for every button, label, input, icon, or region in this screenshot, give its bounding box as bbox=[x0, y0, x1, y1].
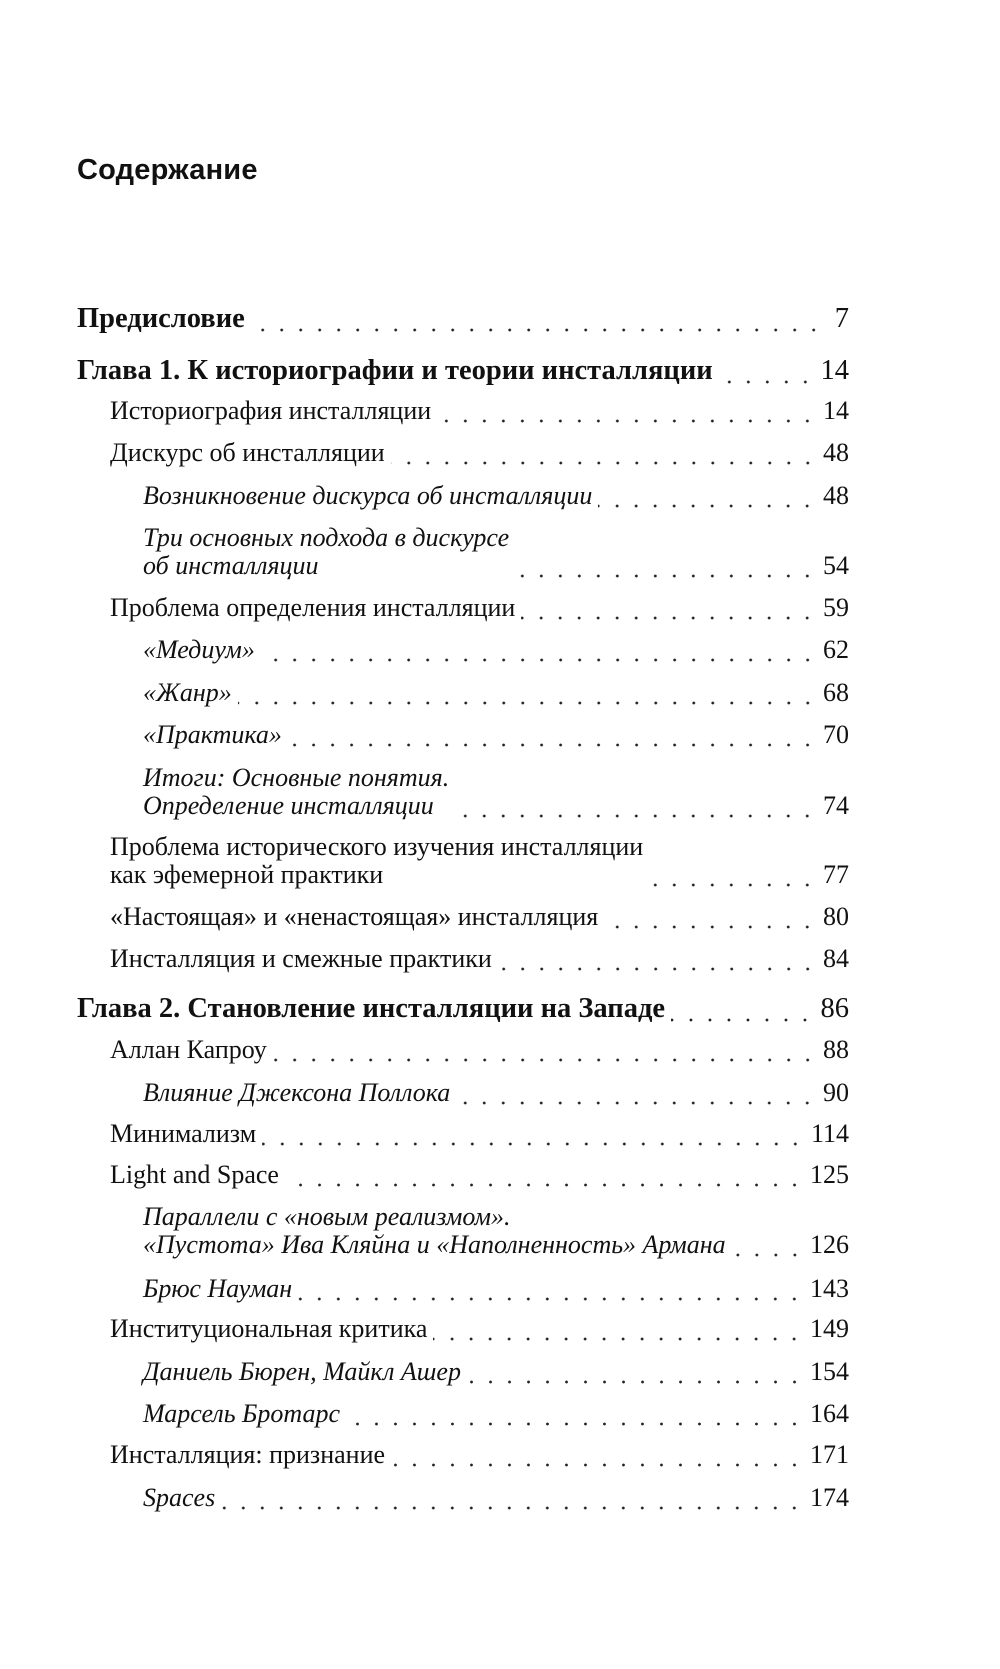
toc-entry-page: 54 bbox=[823, 551, 849, 580]
toc-entry-page: 84 bbox=[823, 944, 849, 973]
dot-leader bbox=[521, 594, 817, 622]
toc-entry-title: Инсталляция: признание bbox=[110, 1440, 386, 1469]
toc-entry-title: «Практика» bbox=[143, 720, 282, 749]
toc-entry-title: Предисловие bbox=[77, 303, 245, 334]
dot-leader bbox=[298, 1275, 804, 1303]
toc-entry-title: Глава 1. К историографии и теории инсталляции bbox=[77, 355, 713, 386]
dot-leader bbox=[433, 1315, 804, 1343]
toc-entry-page: 125 bbox=[810, 1160, 849, 1189]
dot-leader bbox=[437, 397, 817, 425]
dot-leader bbox=[221, 1484, 804, 1512]
toc-entry-title: Инсталляция и смежные практики bbox=[110, 944, 492, 973]
toc-entry-page: 59 bbox=[823, 593, 849, 622]
toc-entry-title: Дискурс об инсталляции bbox=[110, 438, 385, 467]
toc-entry-title: Аллан Капроу bbox=[110, 1035, 267, 1064]
dot-leader bbox=[598, 482, 817, 510]
toc-entry-title: Марсель Бротарс bbox=[143, 1399, 341, 1428]
toc-entry-page: 174 bbox=[810, 1483, 849, 1512]
toc-entry bbox=[110, 1441, 849, 1469]
dot-leader bbox=[455, 792, 817, 820]
dot-leader bbox=[719, 358, 815, 386]
toc-entry bbox=[143, 1358, 849, 1386]
toc-entry-title: Итоги: Основные понятия. Определение инсталляции bbox=[143, 763, 450, 820]
toc-entry-page: 7 bbox=[834, 303, 849, 334]
toc-entry-title: Проблема определения инсталляции bbox=[110, 593, 516, 622]
toc-entry bbox=[110, 833, 849, 889]
toc-entry-page: 74 bbox=[823, 791, 849, 820]
dot-leader bbox=[604, 903, 817, 931]
toc-entry-page: 114 bbox=[810, 1119, 849, 1148]
toc-entry-title: Влияние Джексона Поллока bbox=[143, 1078, 451, 1107]
toc-entry bbox=[143, 721, 849, 749]
toc-entry bbox=[143, 1400, 849, 1428]
dot-leader bbox=[498, 945, 817, 973]
toc-entry-page: 68 bbox=[823, 678, 849, 707]
toc-entry bbox=[110, 1120, 849, 1148]
dot-leader bbox=[671, 996, 814, 1024]
toc-entry bbox=[77, 304, 849, 334]
toc-entry-page: 48 bbox=[823, 438, 849, 467]
toc-entry bbox=[110, 439, 849, 467]
toc-entry-page: 70 bbox=[823, 720, 849, 749]
toc-entry bbox=[110, 594, 849, 622]
toc-entry-page: 90 bbox=[823, 1078, 849, 1107]
toc-entry-page: 86 bbox=[820, 993, 849, 1024]
toc-entry bbox=[77, 356, 849, 386]
dot-leader bbox=[649, 861, 817, 889]
toc-entry-title: «Жанр» bbox=[143, 678, 232, 707]
dot-leader bbox=[391, 439, 817, 467]
toc-entry bbox=[110, 1036, 849, 1064]
toc-entry-title: Глава 2. Становление инсталляции на Западе bbox=[77, 993, 666, 1024]
toc-entry bbox=[143, 482, 849, 510]
dot-leader bbox=[273, 1036, 817, 1064]
toc-entry-page: 48 bbox=[823, 481, 849, 510]
toc-entry-page: 77 bbox=[823, 860, 849, 889]
toc-entry-page: 80 bbox=[823, 902, 849, 931]
dot-leader bbox=[467, 1358, 804, 1386]
toc-entry-page: 14 bbox=[823, 396, 849, 425]
toc-entry-title: Три основных подхода в дискурсе об инсталляции bbox=[143, 523, 510, 580]
page-title: Содержание bbox=[77, 154, 258, 186]
toc-entry-page: 126 bbox=[810, 1230, 849, 1259]
toc-entry-page: 88 bbox=[823, 1035, 849, 1064]
toc-entry bbox=[110, 397, 849, 425]
toc-entry bbox=[143, 1275, 849, 1303]
dot-leader bbox=[285, 1161, 804, 1189]
toc-entry bbox=[143, 1484, 849, 1512]
toc-entry bbox=[143, 1079, 849, 1107]
toc-entry-page: 14 bbox=[820, 355, 849, 386]
toc-entry-page: 149 bbox=[810, 1314, 849, 1343]
dot-leader bbox=[288, 721, 817, 749]
toc-entry-title: Проблема исторического изучения инсталляции как эфемерной практики bbox=[110, 832, 644, 889]
dot-leader bbox=[238, 679, 817, 707]
toc-entry-page: 171 bbox=[810, 1440, 849, 1469]
toc-entry-page: 154 bbox=[810, 1357, 849, 1386]
toc-entry bbox=[143, 636, 849, 664]
toc-entry-title: Институциональная критика bbox=[110, 1314, 428, 1343]
toc-entry-title: Историография инсталляции bbox=[110, 396, 432, 425]
toc-entry bbox=[110, 903, 849, 931]
toc-entry-title: Возникновение дискурса об инсталляции bbox=[143, 481, 593, 510]
toc-entry-title: Брюс Науман bbox=[143, 1274, 293, 1303]
dot-leader bbox=[732, 1231, 804, 1259]
dot-leader bbox=[262, 1120, 805, 1148]
toc-entry-title: Light and Space bbox=[110, 1160, 279, 1189]
toc-entry-page: 62 bbox=[823, 635, 849, 664]
toc-entry-title: Даниель Бюрен, Майкл Ашер bbox=[143, 1357, 461, 1386]
toc-entry bbox=[143, 1203, 849, 1259]
toc-entry-title: Spaces bbox=[143, 1483, 216, 1512]
toc-entry-title: Минимализм bbox=[110, 1119, 257, 1148]
toc-entry-title: «Настоящая» и «ненастоящая» инсталляция bbox=[110, 902, 599, 931]
dot-leader bbox=[515, 552, 817, 580]
dot-leader bbox=[391, 1441, 804, 1469]
toc-entry bbox=[110, 1315, 849, 1343]
toc-entry-title: Параллели с «новым реализмом». «Пустота» Ива Кляйна и «Наполненность» Армана bbox=[143, 1202, 726, 1259]
toc-entry-page: 143 bbox=[810, 1274, 849, 1303]
dot-leader bbox=[346, 1400, 804, 1428]
toc-entry bbox=[143, 679, 849, 707]
dot-leader bbox=[251, 306, 823, 334]
toc-entry-title: «Медиум» bbox=[143, 635, 255, 664]
toc-entry bbox=[143, 524, 849, 580]
toc-entry bbox=[143, 764, 849, 820]
toc-entry-page: 164 bbox=[810, 1399, 849, 1428]
toc-entry bbox=[110, 945, 849, 973]
dot-leader bbox=[456, 1079, 817, 1107]
toc-entry bbox=[77, 994, 849, 1024]
dot-leader bbox=[261, 636, 817, 664]
toc-entry bbox=[110, 1161, 849, 1189]
